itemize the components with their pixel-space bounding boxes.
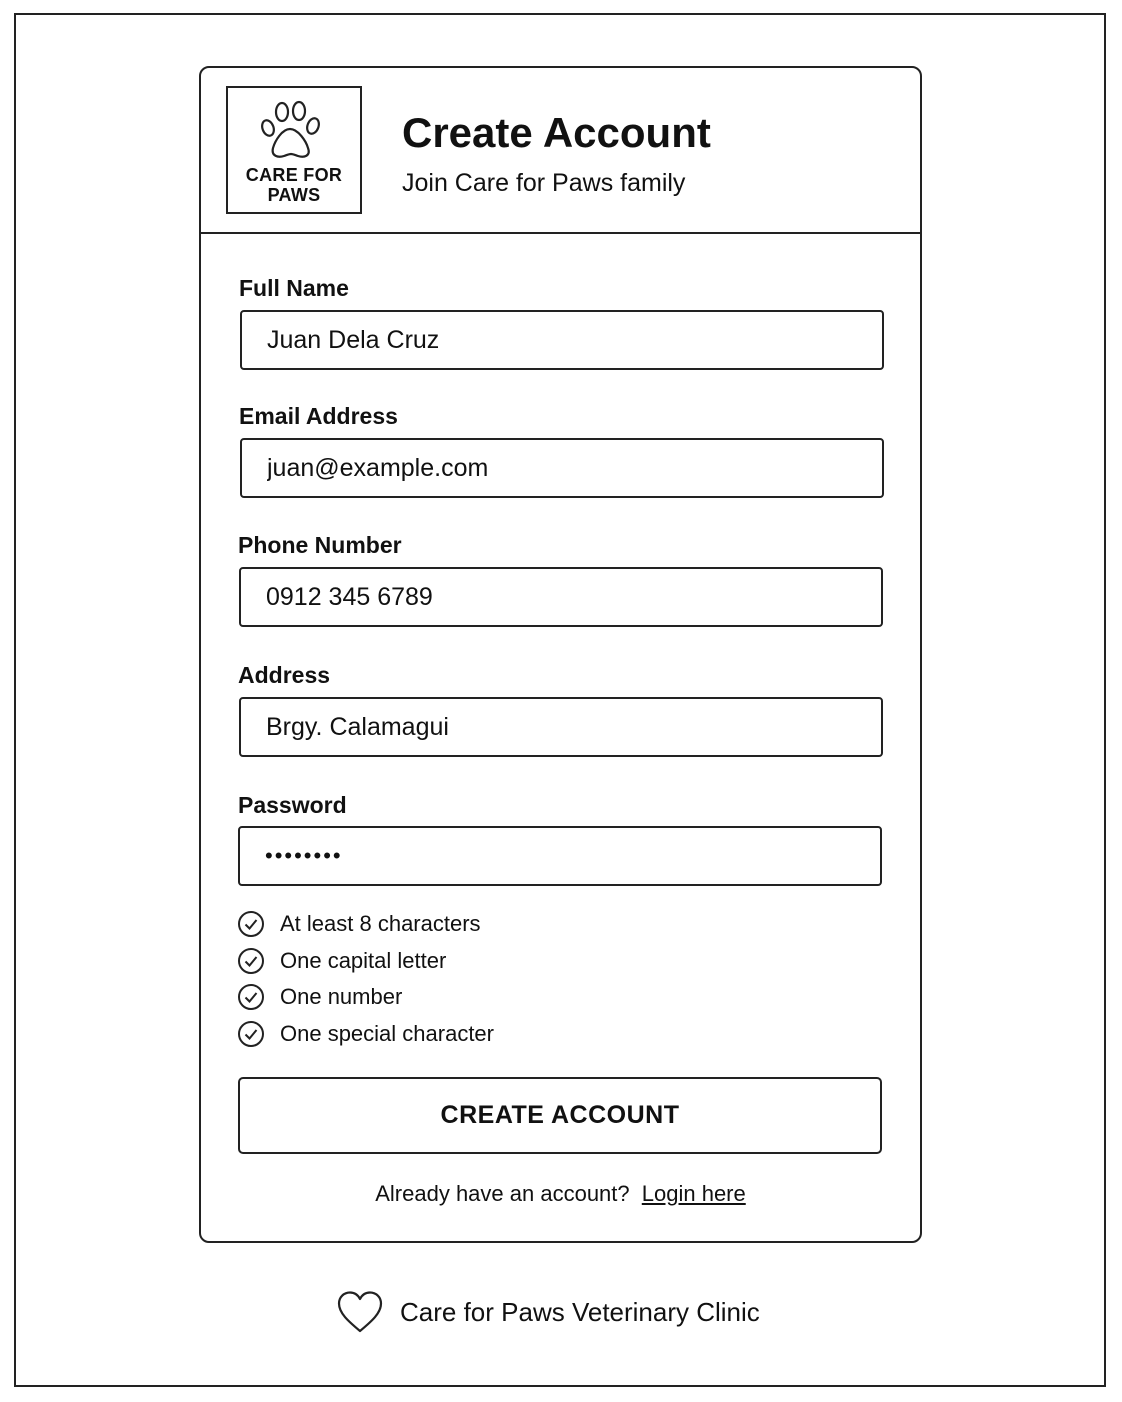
requirement-item xyxy=(237,979,494,1016)
phone-label: Phone Number xyxy=(238,532,402,558)
password-requirements xyxy=(237,906,494,1052)
full-name-label: Full Name xyxy=(239,275,349,301)
logo-text: CARE FOR PAWS xyxy=(245,165,343,205)
check-circle-icon xyxy=(237,983,265,1011)
footer xyxy=(336,1290,760,1334)
logo xyxy=(226,86,362,214)
password-field[interactable] xyxy=(238,826,882,886)
email-label: Email Address xyxy=(239,403,398,429)
requirement-text: One number xyxy=(280,984,403,1010)
full-name-field[interactable] xyxy=(240,310,884,370)
requirement-item xyxy=(237,1016,494,1053)
email-field[interactable] xyxy=(240,438,884,498)
heart-icon xyxy=(336,1290,384,1334)
paw-icon xyxy=(260,96,328,162)
login-prompt-row xyxy=(201,1181,920,1207)
page-title: Create Account xyxy=(402,109,711,156)
requirement-item xyxy=(237,943,494,980)
address-field[interactable] xyxy=(239,697,883,757)
address-label: Address xyxy=(238,662,331,688)
login-link[interactable]: Login here xyxy=(641,1181,746,1206)
phone-field[interactable] xyxy=(239,567,883,627)
check-circle-icon xyxy=(237,1020,265,1048)
requirement-text: One special character xyxy=(280,1020,494,1046)
requirement-item xyxy=(237,906,494,943)
requirement-text: At least 8 characters xyxy=(280,911,481,937)
requirement-text: One capital letter xyxy=(280,947,447,973)
password-label: Password xyxy=(238,792,347,818)
check-circle-icon xyxy=(237,947,265,975)
signup-card xyxy=(199,66,922,1243)
card-header xyxy=(201,68,920,234)
create-account-button[interactable]: CREATE ACCOUNT xyxy=(238,1077,882,1154)
login-prompt-text: Already have an account? xyxy=(375,1181,630,1206)
footer-text: Care for Paws Veterinary Clinic xyxy=(400,1297,760,1327)
check-circle-icon xyxy=(237,910,265,938)
page-subtitle: Join Care for Paws family xyxy=(402,169,686,197)
